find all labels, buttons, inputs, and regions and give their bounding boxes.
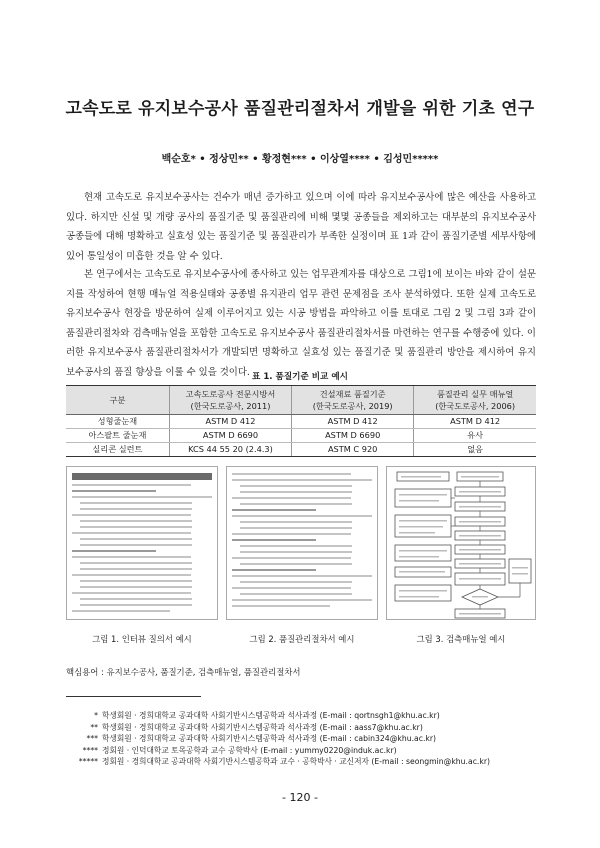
table-cell: ASTM C 920 (292, 443, 414, 457)
figure-header-bar (72, 473, 212, 480)
figure-caption-3: 그림 3. 검측매뉴얼 예시 (416, 634, 506, 644)
table-cell: 유사 (414, 429, 536, 443)
footnote: **** 정회원 · 인덕대학교 토목공학과 교수 공학박사 (E-mail : yummy0220@induk.ac.kr) (82, 745, 397, 755)
table-cell: ASTM D 412 (169, 415, 291, 429)
figure-quality-procedure (226, 466, 378, 620)
table-cell: ASTM D 6690 (292, 429, 414, 443)
table-header-cell: 품질관리 실무 매뉴얼 (한국도로공사, 2006) (414, 386, 536, 415)
table-cell: KCS 44 55 20 (2.4.3) (169, 443, 291, 457)
author-list: 백순호* • 정상민** • 황정현*** • 이상열**** • 김성민***** (161, 154, 439, 165)
footnote: *** 학생회원 · 경희대학교 공과대학 사회기반시스템공학과 석사과정 (E-mail : cabin324@khu.ac.kr) (86, 734, 437, 743)
table-cell: 실리콘 실런트 (66, 443, 169, 457)
flowchart-diagram (387, 467, 536, 620)
table-cell: 성형줄눈재 (66, 415, 169, 429)
footnotes (66, 710, 536, 768)
table-cell: ASTM D 412 (292, 415, 414, 429)
table-header-cell: 고속도로공사 전문시방서 (한국도로공사, 2011) (169, 386, 291, 415)
quality-standard-table (66, 385, 536, 457)
paper-title: 고속도로 유지보수공사 품질관리절차서 개발을 위한 기초 연구 (65, 99, 535, 119)
table-header-cell: 구분 (66, 386, 169, 415)
table-header-cell: 건설재료 품질기준 (한국도로공사, 2019) (292, 386, 414, 415)
table-row (66, 443, 536, 457)
footnote-divider (66, 696, 201, 697)
paragraph-method: 본 연구에서는 고속도로 유지보수공사에 종사하고 있는 업무관계자를 대상으로 그림1에 보이는 바와 같이 설문지를 작성하여 현행 매뉴얼 적용실태와 공종별 유지관리 업무 관련 문제점을 조사 분석하였다. 또한 실제 고속도로 유지보수공사 현장을 방문하여 실제 이루어지고 있는 시공 방법을 파악하고 이를 토대로 그림 2 및 그림 3과 같이 품질관리절차와 검측매뉴얼을 포함한 고속도로 유지보수공사 품질관리절차서를 마련하는 연구를 수행중에 있다. 이러한 유지보수공사 품질관리절차서가 개발되면 명확하고 실효성 있는 품질기준 및 품질관리 방안을 제시하여 유지보수공사의 품질 향상을 이룰 수 있을 것이다. (66, 269, 536, 378)
table-row (66, 429, 536, 443)
table-cell: 아스팔트 줄눈재 (66, 429, 169, 443)
table-cell: ASTM D 412 (414, 415, 536, 429)
figure-interview-questionnaire (66, 466, 218, 620)
keywords: 핵심용어 : 유지보수공사, 품질기준, 검측매뉴얼, 품질관리절차서 (66, 667, 301, 677)
footnote: * 학생회원 · 경희대학교 공과대학 사회기반시스템공학과 석사과정 (E-mail : qortnsgh1@khu.ac.kr) (94, 711, 440, 720)
figure-caption-2: 그림 2. 품질관리절차서 예시 (249, 634, 355, 644)
table-row (66, 415, 536, 429)
footnote: ***** 정회원 · 경희대학교 공과대학 사회기반시스템공학과 교수 · 공학박사 · 교신저자 (E-mail : seongmin@khu.ac.kr) (78, 757, 490, 766)
page-number: - 120 - (282, 791, 318, 804)
footnote: ** 학생회원 · 경희대학교 공과대학 사회기반시스템공학과 석사과정 (E-mail : aass7@khu.ac.kr) (90, 722, 423, 732)
figure-inspection-flowchart (386, 466, 536, 620)
table-cell: ASTM D 6690 (169, 429, 291, 443)
table-header-row (66, 386, 536, 415)
table-caption: 표 1. 품질기준 비교 예시 (252, 372, 348, 382)
paragraph-intro: 현재 고속도로 유지보수공사는 건수가 매년 증가하고 있으며 이에 따라 유지보수공사에 많은 예산을 사용하고 있다. 하지만 신설 및 개량 공사의 품질기준 및 품질관리에 비해 몇몇 공종들을 제외하고는 대부분의 유지보수공사 공종들에 대해 명확하고 실효성 있는 품질기준 및 품질관리가 부족한 실정이며 표 1과 같이 품질기준별 세부사항에 있어 통일성이 미흡한 것을 알 수 있다. (66, 192, 536, 262)
table-cell: 없음 (414, 443, 536, 457)
figure-caption-1: 그림 1. 인터뷰 질의서 예시 (92, 634, 192, 644)
